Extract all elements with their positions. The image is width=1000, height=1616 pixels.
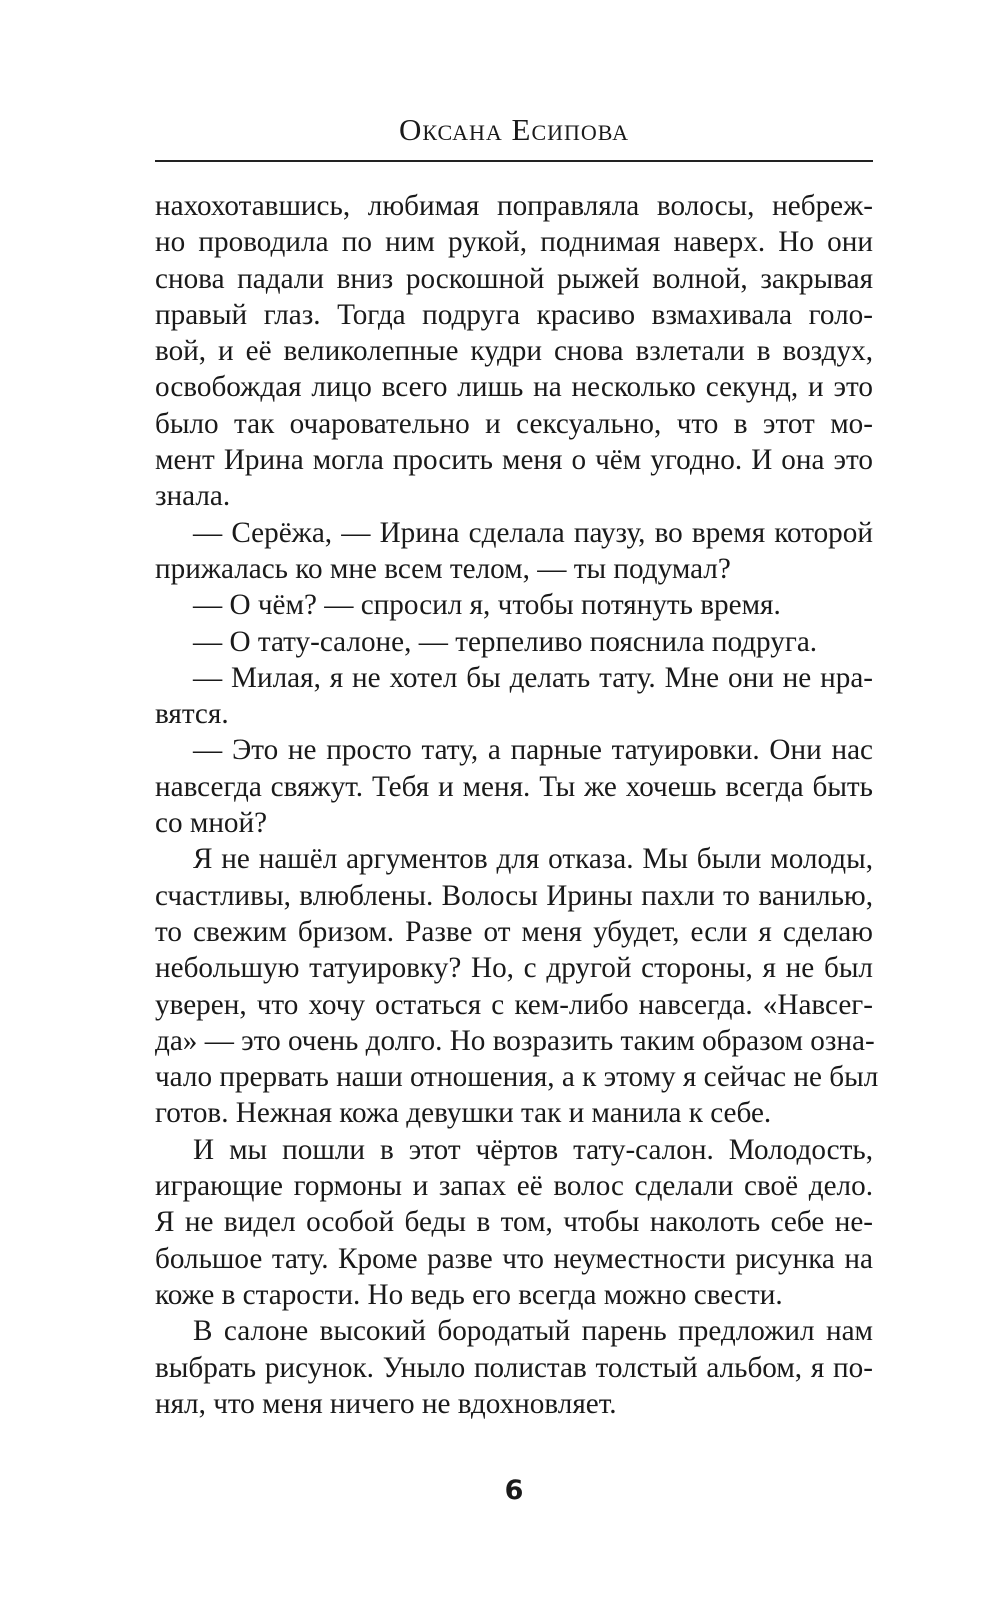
page-number: 6 [504, 1475, 524, 1506]
running-header: Оксана Есипова [399, 112, 629, 147]
dialogue-line: — Милая, я не хотел бы делать тату. Мне они не нра- [193, 661, 873, 694]
text-line: выбрать рисунок. Уныло полистав толстый альбом, я по- [155, 1351, 873, 1384]
text-line: но проводила по ним рукой, поднимая наверх. Но они [155, 226, 873, 259]
text-line: вой, и её великолепные кудри снова взлетали в воздух, [155, 335, 873, 368]
text-line: нял, что меня ничего не вдохновляет. [155, 1387, 617, 1420]
text-line: уверен, что хочу остаться с кем-либо навсегда. «Навсег- [155, 988, 873, 1021]
text-line: счастливы, влюблены. Волосы Ирины пахли то ванилью, [155, 879, 873, 912]
dialogue-line: — Серёжа, — Ирина сделала паузу, во время которой [193, 516, 873, 549]
dialogue-line: — О чём? — спросил я, чтобы потянуть время. [193, 589, 781, 622]
text-line: И мы пошли в этот чёртов тату-салон. Молодость, [193, 1133, 873, 1166]
text-line: мент Ирина могла просить меня о чём угодно. И она это [155, 444, 873, 477]
page-body [155, 188, 879, 1422]
dialogue-line: — О тату-салоне, — терпеливо пояснила подруга. [193, 625, 818, 658]
text-line: В салоне высокий бородатый парень предложил нам [193, 1315, 873, 1348]
text-line: чало прервать наши отношения, а к этому я сейчас не был [155, 1061, 879, 1094]
text-line: коже в старости. Но ведь его всегда можно свести. [155, 1278, 783, 1311]
text-line: да» — это очень долго. Но возразить таким образом озна- [155, 1024, 875, 1057]
text-line: правый глаз. Тогда подруга красиво взмахивала голо- [155, 298, 873, 331]
text-line: готов. Нежная кожа девушки так и манила к себе. [155, 1097, 772, 1130]
text-line: Я не нашёл аргументов для отказа. Мы были молоды, [193, 843, 873, 876]
text-line: большое тату. Кроме разве что неуместности рисунка на [155, 1242, 873, 1275]
dialogue-line: — Это не просто тату, а парные татуировки. Они нас [193, 734, 873, 767]
text-line: знала. [155, 480, 231, 513]
dialogue-line: вятся. [155, 698, 229, 731]
text-line: играющие гормоны и запах её волос сделали своё дело. [155, 1170, 873, 1203]
text-line: снова падали вниз роскошной рыжей волной, закрывая [155, 262, 873, 295]
text-line: было так очаровательно и сексуально, что в этот мо- [155, 407, 873, 440]
dialogue-line: навсегда свяжут. Тебя и меня. Ты же хочешь всегда быть [155, 770, 873, 803]
header-divider [155, 160, 873, 162]
text-line: небольшую татуировку? Но, с другой стороны, я не был [155, 952, 873, 985]
dialogue-line: прижалась ко мне всем телом, — ты подумал? [155, 552, 731, 585]
text-line: нахохотавшись, любимая поправляла волосы, небреж- [155, 190, 873, 222]
text-line: то свежим бризом. Разве от меня убудет, если я сделаю [155, 915, 873, 948]
text-line: освобождая лицо всего лишь на несколько секунд, и это [155, 371, 873, 404]
text-line: Я не видел особой беды в том, чтобы наколоть себе не- [155, 1206, 873, 1239]
dialogue-line: со мной? [155, 807, 268, 840]
